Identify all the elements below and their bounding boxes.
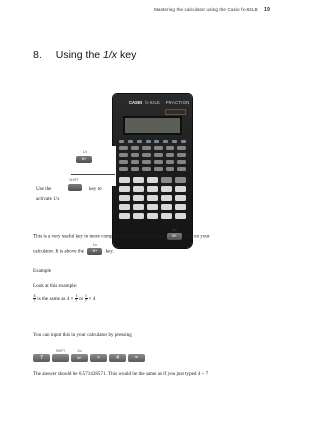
example-answer: The answer should be 0.571428571. This would be the same as if you just typed 4 ÷ 7 xyxy=(33,371,209,377)
fraction-3: $\frac{1}{7}$ xyxy=(85,293,87,304)
callout-key-top-label: 1/x xyxy=(82,150,88,154)
calculator-display xyxy=(123,116,182,135)
para1-text-c: calculator. It is above the xyxy=(33,248,85,255)
key-multiply: × xyxy=(90,354,107,362)
calculator-model: fx-82LB xyxy=(145,100,160,105)
page-number: 19 xyxy=(264,7,270,13)
key-sequence xyxy=(33,349,145,362)
example-title: Example xyxy=(33,268,52,274)
solar-panel xyxy=(165,109,186,115)
calculator-image xyxy=(113,94,192,248)
inline-key-1-face: M+ xyxy=(167,233,182,240)
fraction-1: $\frac{4}{7}$ xyxy=(33,293,36,304)
running-head xyxy=(154,7,270,13)
callout-m-plus-key: M+ xyxy=(76,156,92,163)
expr-mid-1: is the same as 4 × xyxy=(37,296,74,303)
inline-key-2-face: M+ xyxy=(87,248,102,255)
expr-end: × 4 xyxy=(88,296,96,303)
running-head-title: Mastering the calculator using the Casio fx-82LB xyxy=(154,7,258,12)
calculator-top-keys xyxy=(119,140,186,143)
calculator-label: FRACTION xyxy=(165,100,190,105)
heading-key: 1/x xyxy=(103,49,118,61)
heading-number: 8. xyxy=(33,49,42,61)
callout-shift-key xyxy=(68,184,82,191)
example-expression xyxy=(33,294,278,304)
callout-text-c: activate 1/x xyxy=(36,196,60,202)
example-input-text: You can input this in your calculator by pressing xyxy=(33,332,132,338)
inline-key-2-top: 1/x xyxy=(92,243,97,247)
callout-shift-label: SHIFT xyxy=(69,178,79,182)
para1-text-d: key. xyxy=(105,248,114,255)
calculator-brand xyxy=(119,100,190,108)
para1-text-b: key on your xyxy=(185,233,210,240)
callout-text-b: key to xyxy=(89,186,102,192)
inline-key-2 xyxy=(87,243,102,255)
key-four: 4 xyxy=(109,354,126,362)
fraction-2: $\frac{1}{7}$ xyxy=(75,293,78,304)
paragraph-line-1 xyxy=(33,228,278,240)
key-equals: = xyxy=(128,354,145,362)
inline-key-1 xyxy=(167,228,182,240)
callout-pointer-line xyxy=(71,174,115,175)
calculator-function-keys xyxy=(119,146,186,171)
para1-text-a: This is a very useful key in more complex calculations. Find the xyxy=(33,233,164,240)
callout-text-a: Use the xyxy=(36,186,52,192)
inline-key-1-top: 1/x xyxy=(172,228,177,232)
key-m-plus: 1/x M+ xyxy=(71,354,88,362)
key-shift: SHIFT xyxy=(52,354,69,362)
heading-text: Using the xyxy=(55,49,104,61)
key-seven: 7 xyxy=(33,354,50,362)
section-heading xyxy=(33,49,136,61)
expr-mid-2: or xyxy=(78,296,84,303)
calculator-logo: CASIO xyxy=(129,100,143,105)
example-intro: Look at this example: xyxy=(33,283,78,289)
heading-suffix: key xyxy=(117,49,137,61)
paragraph-line-2 xyxy=(33,243,278,255)
calculator-number-keys xyxy=(119,177,186,219)
